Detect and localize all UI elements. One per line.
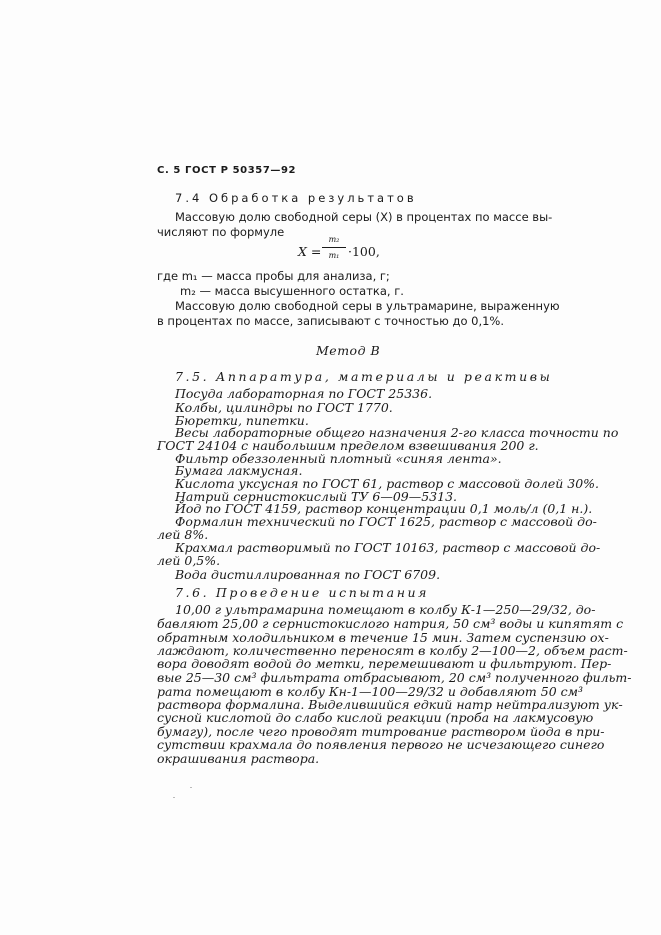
reagent-line: Формалин технический по ГОСТ 1625, раствор с массовой до- (175, 514, 597, 529)
procedure-line: вора доводят водой до метки, перемешивают и фильтруют. Пер- (157, 656, 612, 671)
procedure-line: сутствии крахмала до появления первого не исчезающего синего (157, 737, 605, 752)
method-title: Метод В (316, 343, 381, 358)
procedure-line: раствора формалина. Выделившийся едкий натр нейтрализуют ук- (157, 697, 623, 712)
reagent-line: Посуда лабораторная по ГОСТ 25336. (175, 386, 433, 401)
procedure-line: лаждают, количественно переносят в колбу 2—100—2, объем раст- (157, 643, 628, 658)
fraction-bar (322, 247, 346, 248)
procedure-line: рата помещают в колбу Кн-1—100—29/32 и добавляют 50 см³ (157, 684, 584, 699)
scan-speck (173, 797, 175, 798)
procedure-line: вые 25—30 см³ фильтрата отбрасывают, 20 см³ полученного фильт- (157, 670, 632, 685)
procedure-line: обратным холодильником в течение 15 мин. Затем суспензию ох- (157, 630, 609, 645)
procedure-line: 10,00 г ультрамарина помещают в колбу К-1—250—29/32, до- (175, 602, 596, 617)
reagent-line: Кислота уксусная по ГОСТ 61, раствор с массовой долей 30%. (175, 476, 600, 491)
reagent-line: ГОСТ 24104 с наибольшим пределом взвешивания 200 г. (157, 438, 539, 453)
where-line: где m₁ — масса пробы для анализа, г; (157, 269, 390, 283)
reagent-line: Колбы, цилиндры по ГОСТ 1770. (175, 400, 393, 415)
procedure-line: окрашивания раствора. (157, 751, 320, 766)
reagent-line: лей 0,5%. (157, 553, 221, 568)
procedure-line: бавляют 25,00 г сернистокислого натрия, 50 см³ воды и кипятят с (157, 616, 624, 631)
reagent-line: Йод по ГОСТ 4159, раствор концентрации 0,1 моль/л (0,1 н.). (175, 501, 593, 516)
section-7-6-heading: 7.6. Проведение испытания (175, 585, 430, 600)
where-line: m₂ — масса высушенного остатка, г. (180, 284, 404, 298)
result-line: Массовую долю свободной серы в ультрамарине, выраженную (175, 299, 560, 313)
reagent-line: Фильтр обеззоленный плотный «синяя лента». (175, 451, 502, 466)
reagent-line: лей 8%. (157, 527, 209, 542)
intro-line: Массовую долю свободной серы (X) в процентах по массе вы- (175, 210, 553, 224)
formula-fraction (322, 235, 346, 261)
reagent-line: Весы лабораторные общего назначения 2-го класса точности по (175, 425, 619, 440)
procedure-line: сусной кислотой до слабо кислой реакции (проба на лакмусовую (157, 710, 594, 725)
formula-rhs: ·100, (348, 244, 380, 259)
formula-numerator: m₂ (328, 235, 340, 244)
formula-lhs: X = (298, 244, 322, 259)
procedure-line: бумагу), после чего проводят титрование раствором йода в при- (157, 724, 605, 739)
mass-fraction-formula (298, 235, 438, 265)
page-header: С. 5 ГОСТ Р 50357—92 (157, 165, 297, 176)
section-7-5-heading: 7.5. Аппаратура, материалы и реактивы (175, 369, 553, 384)
reagent-line: Бумага лакмусная. (175, 463, 303, 478)
section-7-4-heading: 7.4 Обработка результатов (175, 191, 417, 205)
scan-speck (190, 787, 192, 788)
reagent-line: Крахмал растворимый по ГОСТ 10163, раствор с массовой до- (175, 540, 601, 555)
intro-line: числяют по формуле (157, 225, 285, 239)
reagent-line: Натрий сернистокислый ТУ 6—09—5313. (175, 489, 458, 504)
reagent-line: Бюретки, пипетки. (175, 413, 309, 428)
formula-denominator: m₁ (328, 251, 340, 260)
reagent-line: Вода дистиллированная по ГОСТ 6709. (175, 567, 441, 582)
result-line: в процентах по массе, записывают с точностью до 0,1%. (157, 314, 505, 328)
